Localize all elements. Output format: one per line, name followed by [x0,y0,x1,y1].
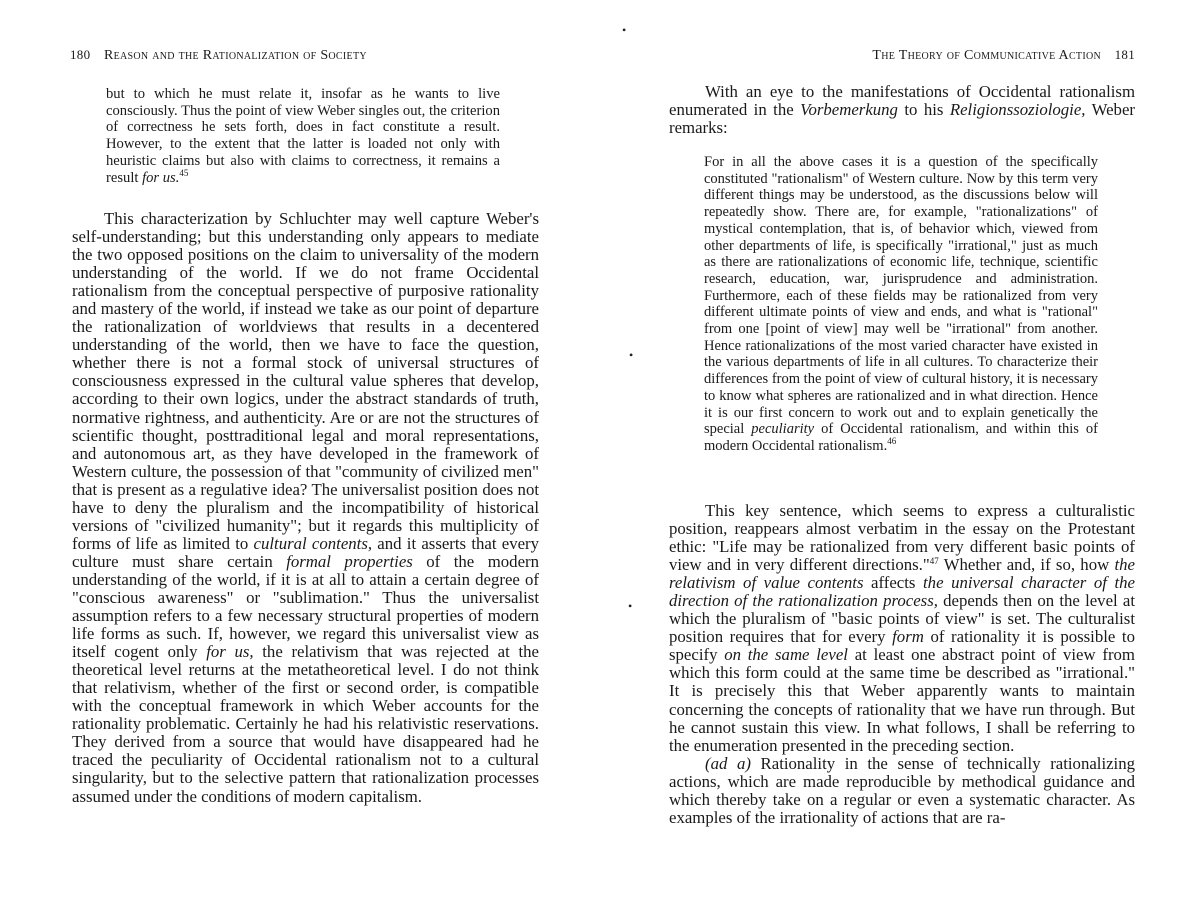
paragraph-text: Rationality in the sense of technically rationalizing actions, which are made reproducible by methodical guidance and which thereby take on a regular or even a systematic character. As examples of the irrationality of actions that are ra- [669,753,1136,827]
paragraph-text: This key sentence, which seems to express a culturalistic position, reappears almost verbatim in the essay on the Protestant ethic: "Life may be rationalized from very different basic points of view and in very different directions." [669,501,1135,575]
paragraph-text: at least one abstract point of view from which this form could at the same time be described as "irrational." It is precisely this that Weber apparently wants to maintain concerning the concepts of rationality that we have run through. But he cannot sustain this view. In what follows, I shall be referring to the enumeration presented in the preceding section. [669,645,1135,755]
footnote-ref-45: 45 [179,167,189,178]
right-block-quote [704,154,1098,455]
right-running-title: The Theory of Communicative Action [872,48,1102,63]
right-page-number: 181 [1114,47,1135,62]
left-page-number: 180 [70,47,91,62]
left-body-paragraph [72,210,539,806]
quote-emphasis: for us. [142,169,180,186]
paragraph-text: Weber remarks: [669,100,1135,138]
emphasis-cultural-contents: cultural contents, [253,533,373,553]
scan-speck: • [629,348,634,362]
paragraph-text: With an eye to the manifestations of Occidental rationalism enumerated in the [669,82,1135,120]
emphasis-form: form [892,627,924,647]
quote-text: but to which he must relate it, insofar as he wants to live consciously. Thus the point of view Weber singles out, the criterion of correctness he sets forth, does in fact constitute a result. However, to the extent that the latter is loaded not only with heuristic claims but also with claims to correctness, it remains a result [106,86,500,186]
footnote-ref-46: 46 [887,435,897,446]
left-running-head [70,47,367,64]
paragraph-text: of the modern understanding of the world, if it is at all to attain a certain degree of "conscious awareness" or "sublimation." Thus the universalist assumption refers to a few necessary structural properties of modern life forms as such. If, however, we regard this universalist view as itself cogent only [72,551,539,662]
emphasis-universal-character: the universal character of the direction of the rationalization process, [669,573,1135,611]
right-body-paragraphs [669,502,1135,827]
quote-text: of Occidental rationalism, and within this of modern Occidental rationalism. [704,421,1098,454]
paragraph-text: of rationality it is possible to specify [669,627,1135,665]
paragraph-text: depends then on the level at which the pluralism of "basic points of view" is set. The culturalist position requires that for every [669,591,1135,647]
right-paragraph-1 [669,502,1135,755]
emphasis-relativism: the relativism of value contents [669,555,1135,593]
right-intro-paragraph [669,83,1135,137]
paragraph-text: the relativism that was rejected at the theoretical level returns at the metatheoretical level. I do not think that relativism, whether of the first or second order, is compatible with the conceptual framework in which Weber accounts for the rationality problematic. Certainly he had his relativistic reservations. They derived from a source that would have disappeared had he traced the peculiarity of Occidental rationalism not to a cultural singularity, but to the selective pattern that rationalization processes assumed under the conditions of modern capitalism. [72,642,539,806]
right-paragraph-2 [669,755,1135,827]
emphasis-ad-a: (ad a) [705,753,751,773]
emphasis-vorbemerkung: Vorbemerkung [800,100,898,120]
quote-text: For in all the above cases it is a question of the specifically constituted "rationalism" of Western culture. Now by this term very different things may be understood, as the discussions below will repeatedly show. There are, for example, "rationalizations" of mystical contemplation, that is, of behavior which, viewed from other departments of life, is specifically "irrational," just as much as there are rationalizations of economic life, technique, scientific research, education, war, jurisprudence and administration. Furthermore, each of these fields may be rationalized from very different ultimate points of view and ends, and what is "rational" from one [point of view] may well be "irrational" from another. Hence rationalizations of the most varied character have existed in the various departments of life in all cultures. To characterize their differences from the point of view of cultural history, it is necessary to know what spheres are rationalized and in what direction. Hence it is our first concern to work out and to explain genetically the special [704,154,1098,438]
paragraph-text: affects [863,573,924,593]
scan-speck: • [628,599,633,613]
paragraph-text: and it asserts that every culture must share certain [72,533,540,571]
emphasis-same-level: on the same level [724,645,848,665]
paragraph-text: Whether and, if so, how [938,555,1115,575]
emphasis-for-us: for us, [206,642,254,662]
emphasis-peculiarity: peculiarity [751,421,815,438]
footnote-ref-47: 47 [929,556,939,567]
left-block-quote [106,86,500,186]
scan-speck: • [622,23,627,37]
paragraph-text: to his [897,100,950,120]
emphasis-formal-properties: formal properties [286,551,413,571]
left-running-title: Reason and the Rationalization of Society [103,48,367,63]
paragraph-text: This characterization by Schluchter may well capture Weber's self-understanding; but this understanding only appears to mediate the two opposed positions on the claim to universality of the modern understanding of the world. If we do not frame Occidental rationalism from the conceptual perspective of purposive rationality and mastery of the world, if instead we take as our point of departure the rationalization of worldviews that results in a decentered understanding of the world, then we have to face the question, whether there is not a formal stock of universal structures of consciousness expressed in the cultural value spheres that develop, according to their own logics, under the abstract standards of truth, normative rightness, and authenticity. Are or are not the structures of scientific thought, posttraditional legal and moral representations, and autonomous art, as they have developed in the framework of Western culture, the possession of that "community of civilized men" that is present as a regulative idea? The universalist position does not have to deny the pluralism and the incompatibility of historical versions of "civilized humanity"; but it regards this multiplicity of forms of life as limited to [72,209,539,553]
emphasis-religionssoziologie: Religionssoziologie, [949,100,1086,120]
right-running-head [872,47,1135,64]
